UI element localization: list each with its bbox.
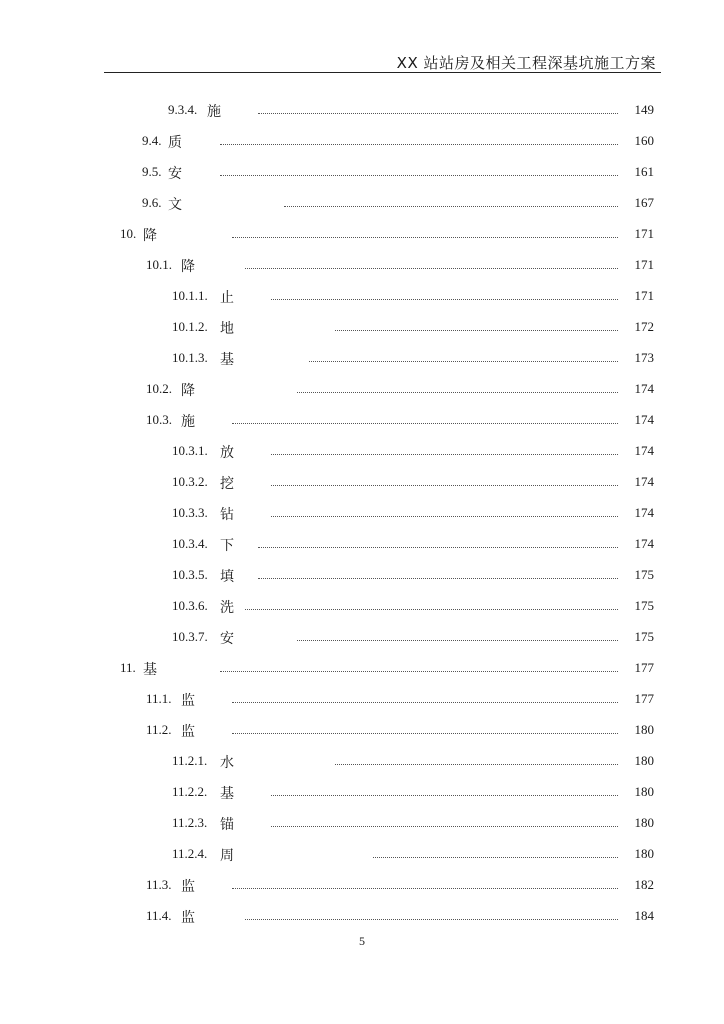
toc-entry-title: 基	[220, 786, 234, 802]
toc-entry[interactable]	[0, 559, 724, 590]
toc-entry-page: 182	[634, 877, 654, 892]
toc-entry[interactable]	[0, 621, 724, 652]
toc-entry[interactable]	[0, 218, 724, 249]
toc-entry-title: 地	[220, 321, 234, 337]
toc-entry[interactable]	[0, 156, 724, 187]
toc-dot-leader	[284, 206, 618, 207]
toc-entry-title: 施	[181, 414, 195, 430]
toc-dot-leader	[335, 330, 618, 331]
toc-entry-number: 10.3.5.	[172, 567, 208, 582]
toc-entry-number: 10.3.4.	[172, 536, 208, 551]
toc-dot-leader	[245, 919, 618, 920]
toc-entry-number: 9.6.	[142, 195, 162, 210]
toc-entry-page: 175	[634, 598, 654, 613]
toc-entry-page: 174	[634, 381, 654, 396]
toc-entry[interactable]	[0, 900, 724, 931]
toc-dot-leader	[220, 671, 618, 672]
toc-entry[interactable]	[0, 652, 724, 683]
toc-entry-title: 水	[220, 755, 234, 771]
toc-entry-number: 10.3.	[146, 412, 172, 427]
toc-entry[interactable]	[0, 280, 724, 311]
toc-entry-number: 10.3.1.	[172, 443, 208, 458]
toc-dot-leader	[309, 361, 618, 362]
toc-entry-number: 11.3.	[146, 877, 172, 892]
toc-entry-title: 止	[220, 290, 234, 306]
toc-entry[interactable]	[0, 528, 724, 559]
toc-dot-leader	[258, 113, 618, 114]
toc-dot-leader	[373, 857, 618, 858]
toc-dot-leader	[232, 423, 618, 424]
toc-dot-leader	[220, 144, 618, 145]
toc-dot-leader	[271, 516, 618, 517]
toc-entry-title: 基	[143, 662, 157, 678]
toc-entry-page: 149	[634, 102, 654, 117]
toc-entry-title: 监	[181, 910, 195, 926]
toc-entry-number: 10.3.2.	[172, 474, 208, 489]
toc-entry-page: 180	[634, 784, 654, 799]
toc-entry-page: 161	[634, 164, 654, 179]
toc-entry-page: 177	[634, 691, 654, 706]
toc-entry-page: 180	[634, 815, 654, 830]
toc-entry-title: 放	[220, 445, 234, 461]
toc-entry-page: 174	[634, 474, 654, 489]
toc-dot-leader	[220, 175, 618, 176]
toc-entry-number: 11.2.4.	[172, 846, 208, 861]
toc-entry-number: 11.2.	[146, 722, 172, 737]
toc-dot-leader	[297, 640, 618, 641]
toc-dot-leader	[271, 826, 618, 827]
toc-entry-page: 175	[634, 567, 654, 582]
toc-dot-leader	[271, 485, 618, 486]
toc-entry-title: 下	[220, 538, 234, 554]
toc-entry[interactable]	[0, 187, 724, 218]
toc-entry-number: 11.2.1.	[172, 753, 208, 768]
toc-entry-page: 184	[634, 908, 654, 923]
toc-dot-leader	[258, 547, 618, 548]
toc-entry-number: 10.1.1.	[172, 288, 208, 303]
toc-dot-leader	[232, 702, 618, 703]
toc-entry-number: 10.	[120, 226, 137, 241]
toc-entry-page: 180	[634, 722, 654, 737]
toc-entry[interactable]	[0, 373, 724, 404]
toc-entry-page: 167	[634, 195, 654, 210]
toc-entry-number: 10.3.3.	[172, 505, 208, 520]
toc-entry-number: 11.4.	[146, 908, 172, 923]
toc-entry[interactable]	[0, 435, 724, 466]
toc-entry-page: 160	[634, 133, 654, 148]
toc-entry-title: 降	[181, 259, 195, 275]
toc-entry-title: 监	[181, 879, 195, 895]
toc-entry-number: 11.2.3.	[172, 815, 208, 830]
toc-entry-number: 9.5.	[142, 164, 162, 179]
toc-entry-title: 挖	[220, 476, 234, 492]
header-divider	[104, 72, 661, 73]
toc-entry[interactable]	[0, 869, 724, 900]
toc-dot-leader	[245, 268, 618, 269]
toc-entry-title: 施	[207, 104, 221, 120]
toc-entry[interactable]	[0, 249, 724, 280]
toc-entry-page: 180	[634, 753, 654, 768]
toc-entry-page: 173	[634, 350, 654, 365]
toc-entry-page: 172	[634, 319, 654, 334]
toc-entry-title: 质	[168, 135, 182, 151]
toc-dot-leader	[335, 764, 618, 765]
toc-entry-title: 周	[220, 848, 234, 864]
toc-entry[interactable]	[0, 776, 724, 807]
toc-entry[interactable]	[0, 125, 724, 156]
toc-entry-page: 171	[634, 288, 654, 303]
toc-dot-leader	[271, 299, 618, 300]
toc-entry-title: 洗	[220, 600, 234, 616]
toc-entry-number: 10.3.7.	[172, 629, 208, 644]
toc-entry-number: 11.	[120, 660, 136, 675]
toc-dot-leader	[232, 733, 618, 734]
toc-dot-leader	[232, 237, 618, 238]
toc-entry-number: 11.2.2.	[172, 784, 208, 799]
toc-entry-page: 174	[634, 412, 654, 427]
toc-entry-title: 钻	[220, 507, 234, 523]
toc-entry[interactable]	[0, 745, 724, 776]
toc-entry-title: 降	[181, 383, 195, 399]
toc-entry-title: 文	[168, 197, 182, 213]
table-of-contents	[0, 94, 724, 931]
toc-entry[interactable]	[0, 838, 724, 869]
toc-entry-page: 175	[634, 629, 654, 644]
toc-entry[interactable]	[0, 311, 724, 342]
toc-entry[interactable]	[0, 404, 724, 435]
toc-entry[interactable]	[0, 714, 724, 745]
toc-entry-page: 174	[634, 536, 654, 551]
toc-entry[interactable]	[0, 683, 724, 714]
toc-entry-title: 安	[220, 631, 234, 647]
toc-entry[interactable]	[0, 94, 724, 125]
toc-entry-page: 174	[634, 505, 654, 520]
toc-dot-leader	[297, 392, 618, 393]
toc-entry[interactable]	[0, 342, 724, 373]
toc-dot-leader	[271, 795, 618, 796]
toc-dot-leader	[232, 888, 618, 889]
toc-dot-leader	[258, 578, 618, 579]
toc-entry-page: 171	[634, 257, 654, 272]
toc-entry-page: 171	[634, 226, 654, 241]
toc-entry-number: 10.1.	[146, 257, 172, 272]
toc-entry-title: 监	[181, 693, 195, 709]
toc-entry-number: 10.1.3.	[172, 350, 208, 365]
toc-entry-title: 安	[168, 166, 182, 182]
toc-entry-number: 11.1.	[146, 691, 172, 706]
toc-entry-title: 监	[181, 724, 195, 740]
toc-entry-page: 174	[634, 443, 654, 458]
toc-dot-leader	[271, 454, 618, 455]
toc-entry[interactable]	[0, 807, 724, 838]
toc-entry[interactable]	[0, 497, 724, 528]
document-header-title: XX 站站房及相关工程深基坑施工方案	[396, 54, 656, 72]
toc-entry[interactable]	[0, 466, 724, 497]
toc-entry-title: 锚	[220, 817, 234, 833]
toc-entry-title: 填	[220, 569, 234, 585]
toc-entry-number: 10.3.6.	[172, 598, 208, 613]
toc-entry-title: 基	[220, 352, 234, 368]
toc-entry-page: 180	[634, 846, 654, 861]
toc-entry-title: 降	[143, 228, 157, 244]
toc-entry-number: 10.1.2.	[172, 319, 208, 334]
page-number: 5	[359, 934, 365, 948]
toc-entry[interactable]	[0, 590, 724, 621]
toc-dot-leader	[245, 609, 618, 610]
toc-entry-page: 177	[634, 660, 654, 675]
toc-entry-number: 9.3.4.	[168, 102, 198, 117]
toc-entry-number: 10.2.	[146, 381, 172, 396]
toc-entry-number: 9.4.	[142, 133, 162, 148]
